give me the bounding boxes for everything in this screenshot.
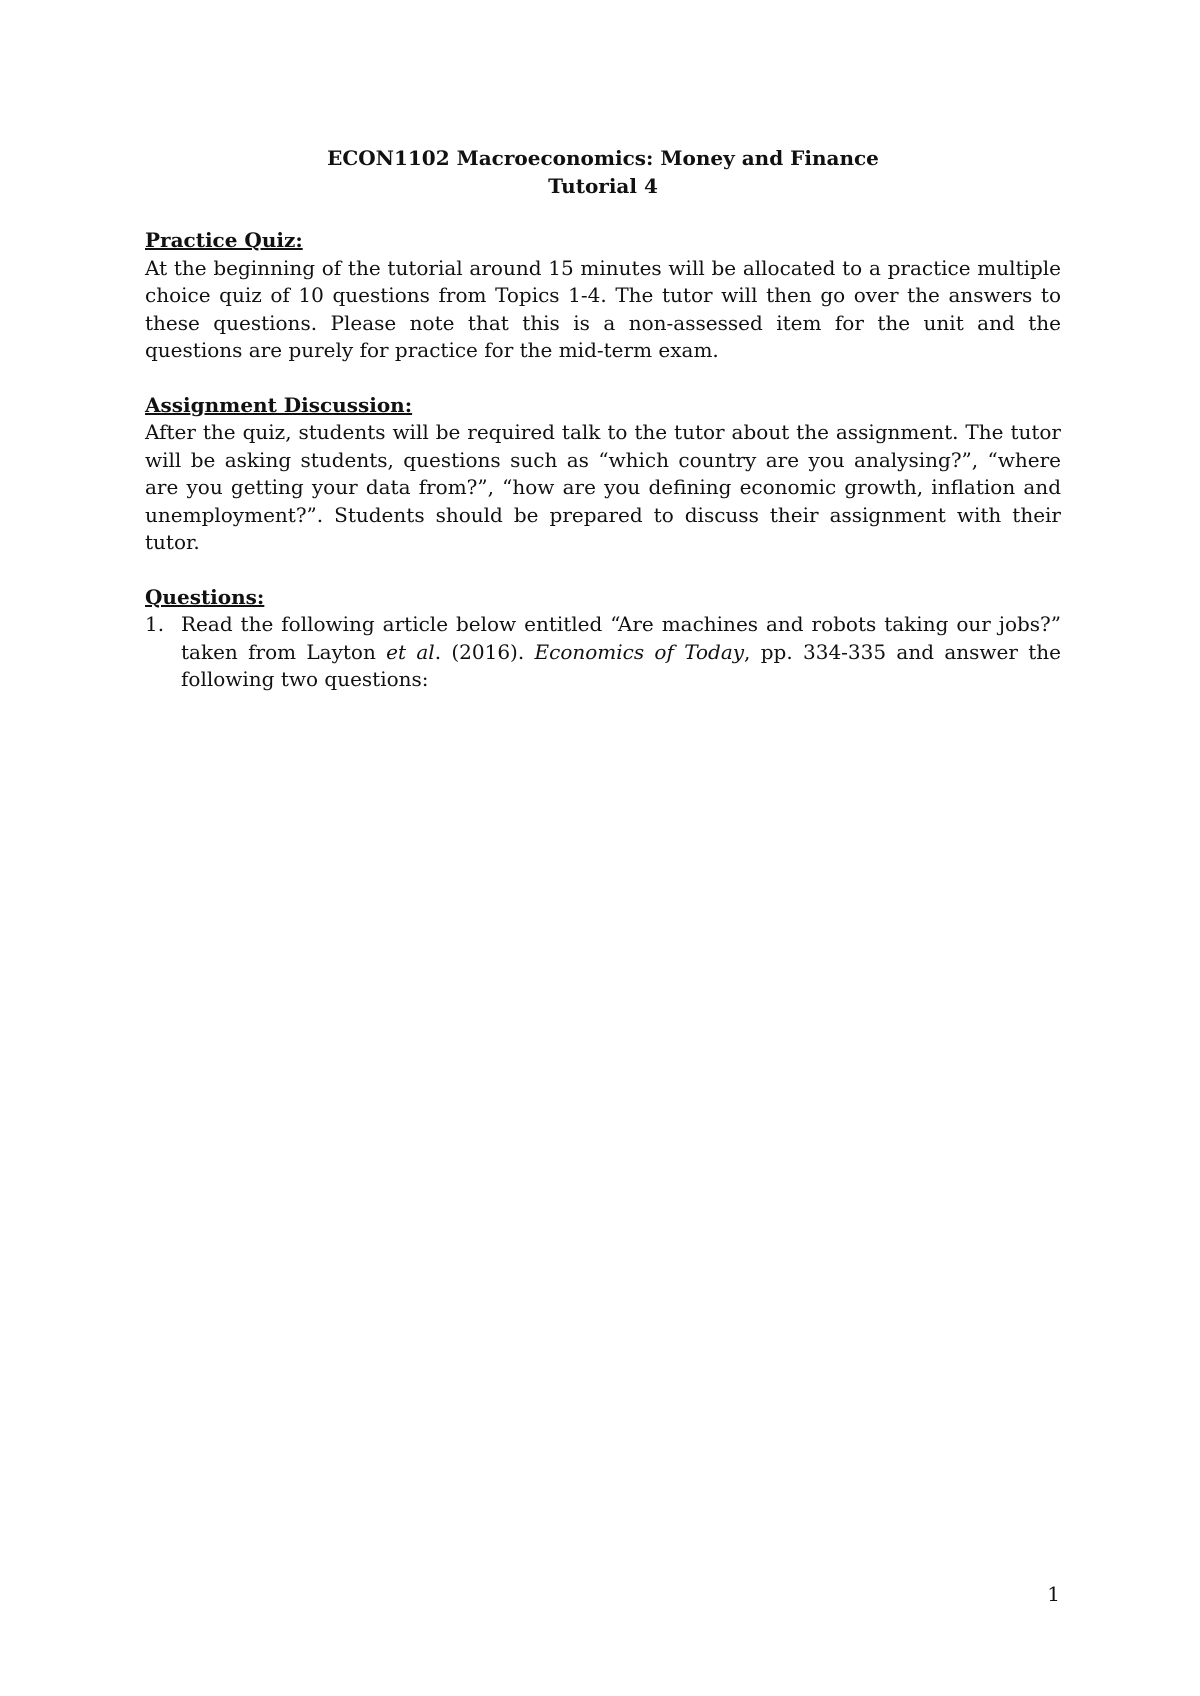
assignment-section bbox=[145, 392, 1061, 557]
practice-quiz-body: At the beginning of the tutorial around 15 minutes will be allocated to a practice multiple choice quiz of 10 questions from Topics 1-4. The tutor will then go over the answers to these questions. Please note that this is a non-assessed item for the unit and the questions are purely for practice for the mid-term exam. bbox=[145, 255, 1061, 362]
page-number: 1 bbox=[1047, 1582, 1060, 1606]
page-content bbox=[145, 145, 1061, 694]
assignment-body: After the quiz, students will be required talk to the tutor about the assignment. The tutor will be asking students, questions such as “which country are you analysing?”, “where are you getting your data from?”, “how are you defining economic growth, inflation and unemployment?”. Students should be prepared to discuss their assignment with their tutor. bbox=[145, 420, 1061, 554]
tutorial-title: Tutorial 4 bbox=[548, 173, 658, 198]
course-title: ECON1102 Macroeconomics: Money and Finance bbox=[327, 146, 879, 170]
question-text-part: , pp. 334-335 and answer the following two questions: bbox=[181, 639, 1061, 691]
question-text-part: . (2016). bbox=[434, 639, 535, 664]
question-italic-author-note: et al bbox=[386, 639, 435, 664]
questions-list bbox=[145, 611, 1061, 694]
question-text-part: Read the following article below entitled “Are machines and robots taking our jobs?” taken from Layton bbox=[181, 612, 1061, 664]
questions-heading: Questions: bbox=[145, 584, 265, 609]
question-item bbox=[145, 611, 1061, 694]
question-number: 1. bbox=[145, 612, 165, 636]
practice-quiz-section bbox=[145, 227, 1061, 365]
assignment-heading: Assignment Discussion: bbox=[145, 392, 413, 417]
question-italic-book-title: Economics of Today bbox=[534, 639, 745, 664]
practice-quiz-heading: Practice Quiz: bbox=[145, 228, 303, 252]
questions-section bbox=[145, 584, 1061, 694]
